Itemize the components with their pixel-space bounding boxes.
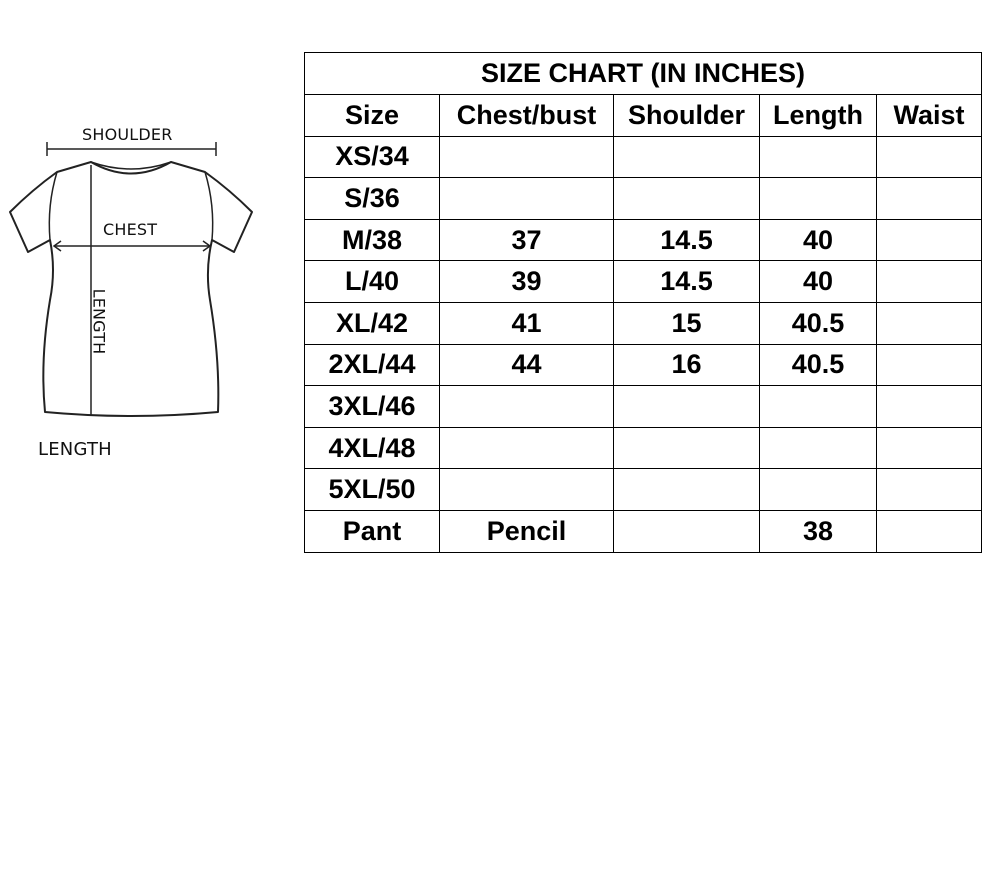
cell-waist — [877, 344, 982, 386]
cell-waist — [877, 510, 982, 552]
table-row — [305, 510, 982, 552]
cell-size: Pant — [305, 510, 440, 552]
table-row — [305, 344, 982, 386]
cell-length: 40 — [760, 219, 877, 261]
cell-shoulder — [614, 386, 760, 428]
header-size: Size — [305, 95, 440, 137]
tshirt-outline-icon — [0, 0, 300, 480]
cell-chest: 39 — [440, 261, 614, 303]
table-row — [305, 219, 982, 261]
cell-waist — [877, 178, 982, 220]
header-row — [305, 95, 982, 137]
header-shoulder: Shoulder — [614, 95, 760, 137]
cell-size: S/36 — [305, 178, 440, 220]
table-row — [305, 178, 982, 220]
cell-waist — [877, 469, 982, 511]
cell-shoulder: 16 — [614, 344, 760, 386]
cell-waist — [877, 302, 982, 344]
cell-length — [760, 178, 877, 220]
cell-size: L/40 — [305, 261, 440, 303]
cell-shoulder: 14.5 — [614, 261, 760, 303]
cell-chest: 41 — [440, 302, 614, 344]
cell-shoulder — [614, 469, 760, 511]
table-row — [305, 469, 982, 511]
table-row — [305, 427, 982, 469]
cell-size: 5XL/50 — [305, 469, 440, 511]
cell-length: 38 — [760, 510, 877, 552]
cell-length — [760, 427, 877, 469]
cell-size: 2XL/44 — [305, 344, 440, 386]
cell-shoulder — [614, 178, 760, 220]
length-caption: LENGTH — [38, 439, 112, 460]
cell-chest: 44 — [440, 344, 614, 386]
size-chart-table — [304, 52, 982, 553]
title-row — [305, 53, 982, 95]
cell-waist — [877, 136, 982, 178]
header-length: Length — [760, 95, 877, 137]
cell-chest — [440, 386, 614, 428]
cell-shoulder — [614, 427, 760, 469]
cell-chest — [440, 136, 614, 178]
table-title: SIZE CHART (IN INCHES) — [305, 53, 982, 95]
cell-size: XS/34 — [305, 136, 440, 178]
cell-chest — [440, 427, 614, 469]
cell-waist — [877, 386, 982, 428]
cell-shoulder — [614, 136, 760, 178]
cell-length — [760, 136, 877, 178]
table-row — [305, 302, 982, 344]
cell-waist — [877, 261, 982, 303]
cell-size: M/38 — [305, 219, 440, 261]
cell-chest — [440, 469, 614, 511]
tshirt-measurement-diagram — [0, 0, 300, 480]
cell-shoulder — [614, 510, 760, 552]
table-row — [305, 386, 982, 428]
cell-size: 4XL/48 — [305, 427, 440, 469]
cell-length — [760, 469, 877, 511]
cell-chest — [440, 178, 614, 220]
header-waist: Waist — [877, 95, 982, 137]
table-row — [305, 261, 982, 303]
cell-chest: Pencil — [440, 510, 614, 552]
cell-chest: 37 — [440, 219, 614, 261]
cell-shoulder: 15 — [614, 302, 760, 344]
cell-size: XL/42 — [305, 302, 440, 344]
cell-size: 3XL/46 — [305, 386, 440, 428]
table-row — [305, 136, 982, 178]
chest-label: CHEST — [103, 220, 158, 239]
cell-waist — [877, 427, 982, 469]
header-chest-bust: Chest/bust — [440, 95, 614, 137]
shoulder-label: SHOULDER — [82, 125, 173, 144]
cell-length: 40.5 — [760, 302, 877, 344]
cell-length: 40.5 — [760, 344, 877, 386]
cell-shoulder: 14.5 — [614, 219, 760, 261]
cell-waist — [877, 219, 982, 261]
cell-length — [760, 386, 877, 428]
cell-length: 40 — [760, 261, 877, 303]
length-vertical-label: LENGTH — [89, 288, 109, 355]
